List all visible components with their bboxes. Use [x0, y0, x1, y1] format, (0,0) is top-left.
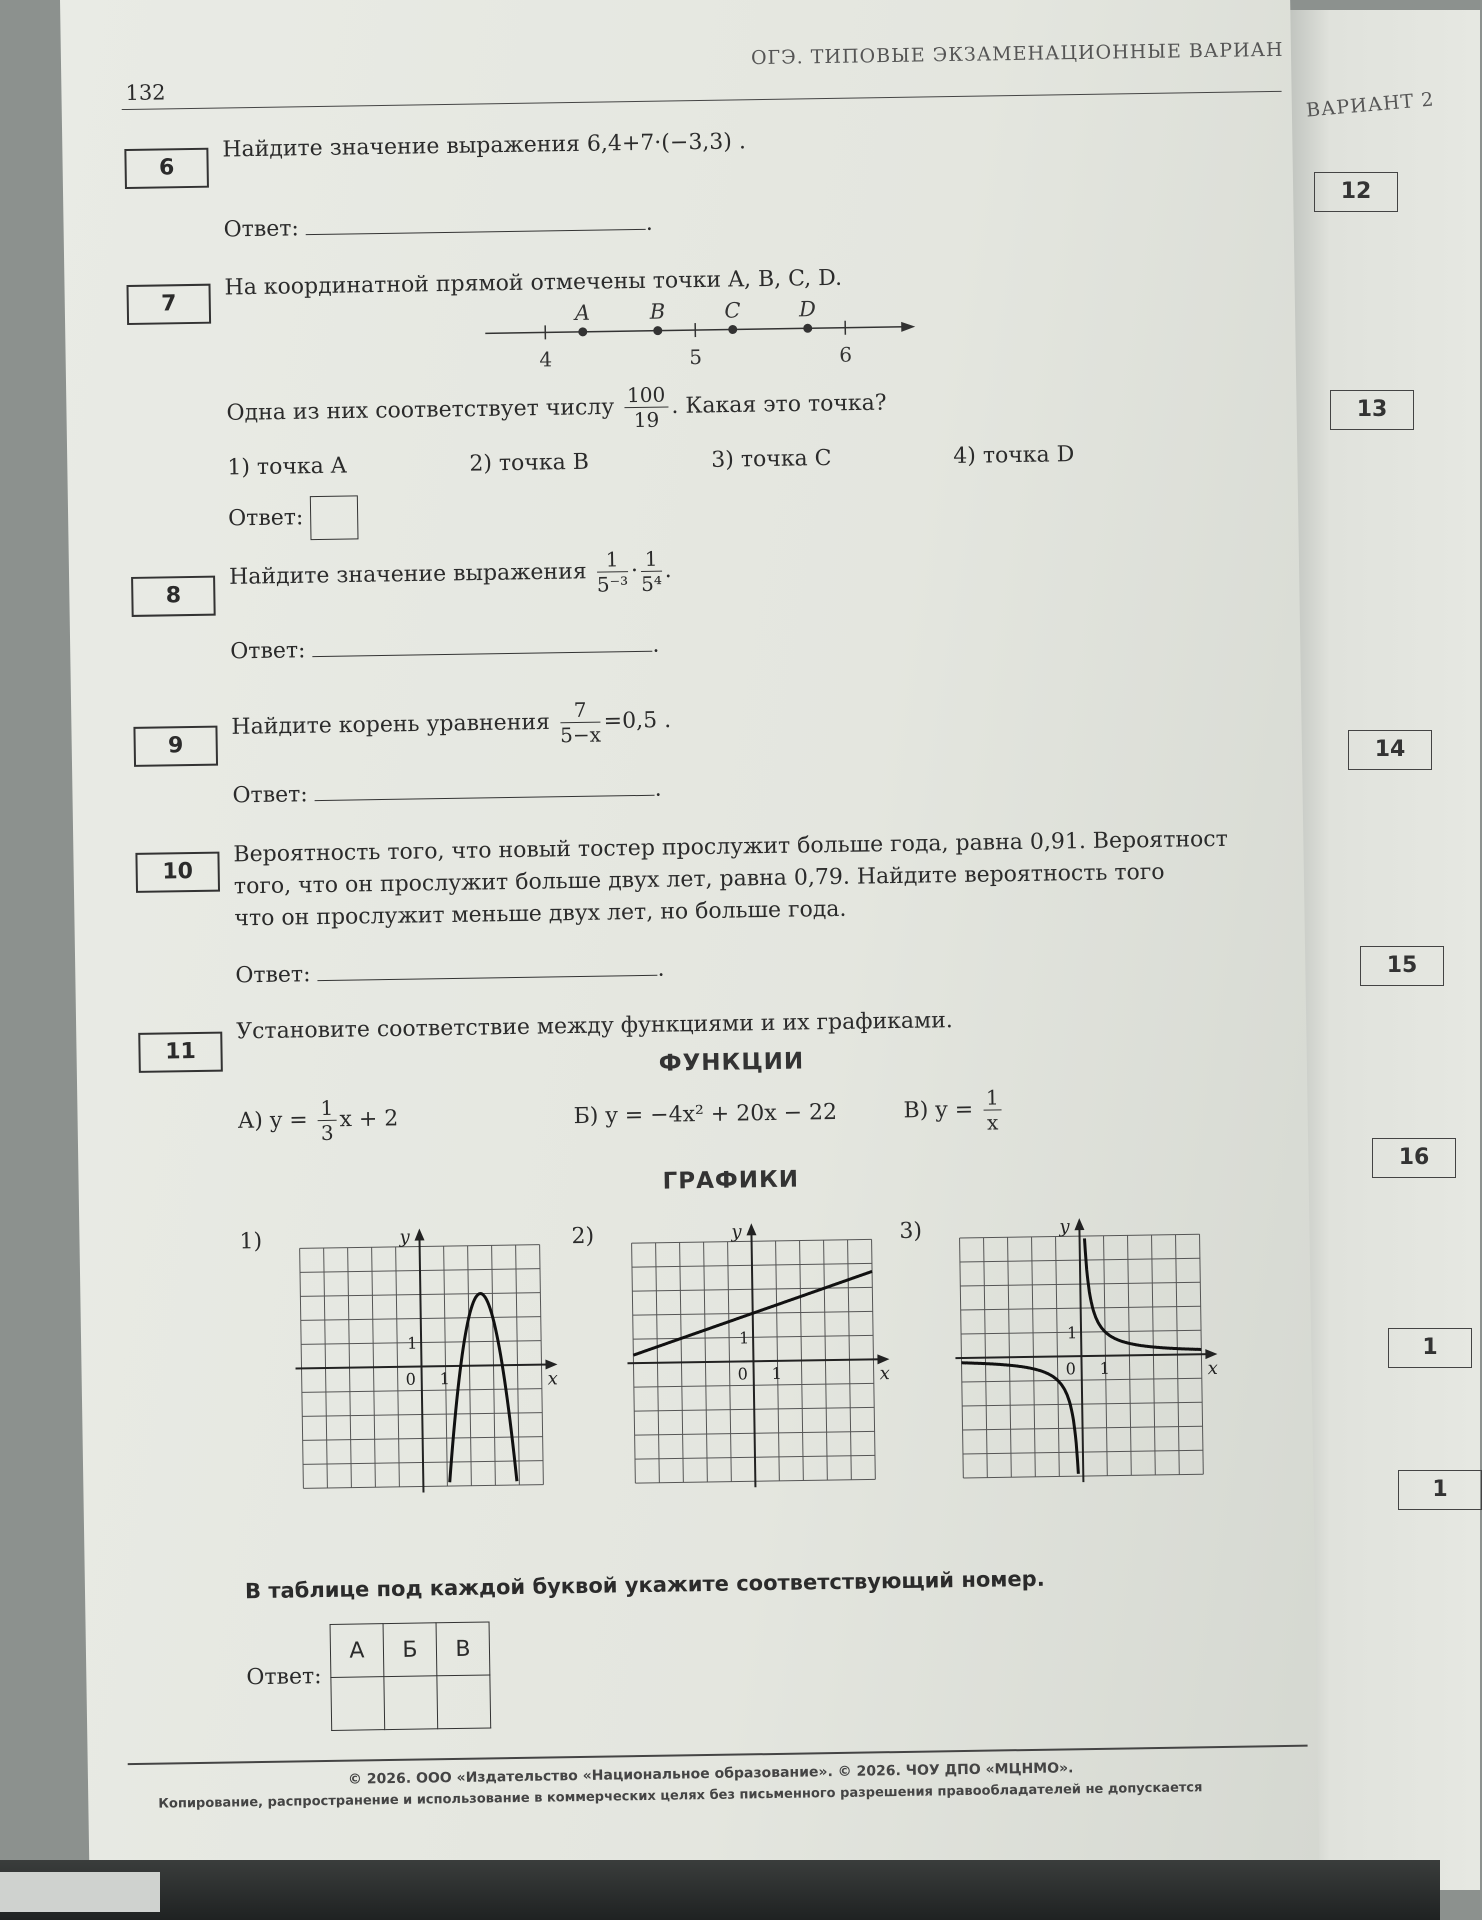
answer-cell-v[interactable]	[437, 1675, 491, 1729]
fraction-numerator: 1	[317, 1096, 336, 1121]
answer-label: Ответ:	[230, 638, 306, 665]
answer-label: Ответ:	[235, 962, 311, 989]
fraction-denominator: 5⁻³	[596, 572, 629, 597]
function-v-label: В)	[903, 1097, 929, 1124]
question-number-8: 8	[131, 576, 216, 617]
option-3[interactable]: 3) точка C	[711, 445, 832, 473]
fraction-numerator: 7	[560, 698, 601, 724]
function-b: Б) y = −4x² + 20x − 22	[573, 1099, 838, 1130]
number-line-tick-label: 4	[539, 347, 553, 372]
fraction-denominator: 5−x	[559, 722, 602, 748]
number-line-point	[803, 324, 812, 333]
question-number-9: 9	[133, 726, 218, 767]
y-axis-label: y	[731, 1221, 742, 1243]
number-line-point	[578, 327, 587, 336]
question-7-text2	[226, 379, 887, 438]
y-unit-label: 1	[738, 1328, 750, 1348]
question-11-answer-label: Ответ:	[246, 1664, 322, 1691]
fraction-2	[641, 547, 663, 596]
function-a-label: А)	[237, 1108, 264, 1134]
y-axis-arrow	[414, 1228, 424, 1240]
fraction-1-x	[983, 1085, 1003, 1134]
question-7-question: . Какая это точка?	[671, 390, 887, 419]
graph-1	[269, 1214, 574, 1539]
fraction-denominator: x	[986, 1110, 999, 1135]
answer-period: .	[654, 776, 662, 802]
number-line-point-label: B	[649, 299, 666, 324]
answer-label: Ответ:	[232, 782, 308, 809]
graph-2-label: 2)	[571, 1223, 595, 1250]
graph-2	[601, 1209, 906, 1534]
answer-line[interactable]	[317, 955, 657, 981]
origin-label: 0	[737, 1364, 749, 1384]
functions-title: ФУНКЦИИ	[658, 1048, 805, 1077]
function-a-rhs: x + 2	[339, 1106, 399, 1133]
y-unit-label: 1	[406, 1333, 418, 1353]
function-curve	[447, 1293, 517, 1482]
question-9-text	[231, 696, 671, 752]
multiply-dot: ·	[630, 558, 639, 584]
facing-question-box: 14	[1348, 730, 1432, 770]
answer-label: Ответ:	[223, 216, 300, 243]
question-9-prompt: Найдите корень уравнения	[231, 709, 551, 740]
table-header-a: А	[330, 1624, 384, 1678]
y-axis-label: y	[1059, 1216, 1070, 1238]
x-unit-label: 1	[771, 1363, 782, 1383]
fraction-denominator: 19	[633, 407, 660, 433]
question-10-text	[233, 824, 1229, 936]
number-line-arrow	[901, 322, 915, 332]
option-4[interactable]: 4) точка D	[953, 442, 1075, 470]
footer-copyright: © 2026. ООО «Издательство «Национальное образование». © 2026. ЧОУ ДПО «МЦНМО».	[347, 1760, 1074, 1788]
question-number-10: 10	[135, 852, 220, 893]
question-6-answer	[223, 209, 653, 243]
page-number: 132	[125, 80, 166, 105]
question-10-line: того, что он прослужит больше двух лет, равна 0,79. Найдите вероятность того	[233, 859, 1165, 900]
graph-1-label: 1)	[239, 1228, 263, 1255]
footer-rule	[128, 1745, 1308, 1766]
question-8-prompt: Найдите значение выражения	[228, 559, 587, 590]
graph-3-label: 3)	[899, 1218, 923, 1244]
question-number-11: 11	[138, 1032, 223, 1073]
x-unit-label: 1	[439, 1369, 451, 1389]
function-a	[237, 1095, 398, 1147]
question-9-answer	[232, 775, 662, 809]
question-8-text	[229, 546, 672, 602]
question-number-6: 6	[124, 148, 209, 189]
x-axis-label: x	[1207, 1357, 1218, 1380]
exam-page	[60, 0, 1319, 1880]
origin-label: 0	[1065, 1359, 1076, 1379]
question-7-answer	[228, 495, 359, 541]
answer-label: Ответ:	[227, 505, 304, 532]
number-line-tick-label: 5	[689, 344, 703, 370]
footer-notice: Копирование, распространение и использование в коммерческих целях без письменного разрешения правообладателей не допускается	[158, 1780, 1203, 1812]
fraction-denominator: 5⁴	[640, 571, 663, 596]
fraction-denominator: 3	[320, 1120, 334, 1146]
fraction-numerator: 100	[624, 382, 669, 408]
running-header: ОГЭ. ТИПОВЫЕ ЭКЗАМЕНАЦИОННЫЕ ВАРИАН	[750, 38, 1284, 70]
number-line-tick-label: 6	[839, 342, 853, 367]
function-v	[903, 1085, 1005, 1136]
question-number-7: 7	[126, 284, 211, 325]
answer-period: .	[652, 632, 660, 658]
question-11-text: Установите соответствие между функциями и их графиками.	[236, 1008, 953, 1045]
facing-question-box: 15	[1360, 946, 1444, 986]
option-2[interactable]: 2) точка B	[469, 449, 590, 477]
y-axis-label: y	[399, 1226, 410, 1248]
table-instruction: В таблице под каждой буквой укажите соответствующий номер.	[244, 1566, 1045, 1604]
fraction-1-3	[317, 1096, 337, 1145]
facing-question-box: 13	[1330, 390, 1414, 430]
function-curve	[1084, 1237, 1201, 1352]
answer-line[interactable]	[306, 209, 646, 235]
y-axis-arrow	[746, 1223, 756, 1235]
answer-box[interactable]	[310, 495, 359, 540]
facing-page-header: ВАРИАНТ 2	[1305, 88, 1436, 122]
function-curve	[962, 1361, 1079, 1476]
facing-question-box: 1	[1388, 1328, 1472, 1368]
x-axis-label: x	[547, 1368, 559, 1390]
answer-line[interactable]	[314, 775, 654, 801]
question-8-answer	[230, 631, 660, 665]
question-7-text: На координатной прямой отмечены точки A, B, C, D.	[224, 265, 843, 301]
option-1[interactable]: 1) точка A	[227, 453, 347, 481]
table-header-b: Б	[383, 1623, 437, 1677]
facing-question-box: 1	[1398, 1470, 1482, 1510]
number-line-point-label: C	[724, 298, 741, 323]
answer-cell-b[interactable]	[384, 1676, 438, 1730]
fraction-numerator: 1	[596, 547, 628, 572]
fraction-100-19	[624, 382, 669, 432]
function-a-lhs: y =	[269, 1107, 308, 1134]
number-line	[465, 286, 926, 373]
y-unit-label: 1	[1066, 1323, 1078, 1343]
graph-3	[929, 1204, 1234, 1529]
answer-cell-a[interactable]	[331, 1677, 385, 1731]
end-period: .	[664, 557, 672, 584]
facing-question-box: 16	[1372, 1138, 1456, 1178]
graphs-title: ГРАФИКИ	[662, 1166, 800, 1195]
header-rule	[122, 91, 1282, 110]
fraction-numerator: 1	[983, 1085, 1002, 1110]
y-axis-arrow	[1074, 1218, 1084, 1230]
fraction-1	[596, 547, 628, 596]
function-v-lhs: y =	[935, 1097, 974, 1123]
question-10-answer	[235, 955, 665, 989]
fraction-numerator: 1	[641, 547, 662, 572]
question-10-line: что он прослужит меньше двух лет, но больше года.	[234, 896, 847, 932]
answer-table	[330, 1621, 492, 1731]
pen-object	[0, 1860, 1440, 1920]
origin-label: 0	[405, 1369, 417, 1389]
number-line-point-label: A	[574, 300, 591, 325]
answer-line[interactable]	[312, 631, 652, 657]
paper-corner	[0, 1872, 160, 1912]
answer-period: .	[645, 210, 653, 236]
number-line-point	[653, 326, 662, 335]
table-header-v: В	[436, 1622, 490, 1676]
question-10-line: Вероятность того, что новый тостер прослужит больше года, равна 0,91. Вероятност	[233, 826, 1228, 868]
x-unit-label: 1	[1099, 1358, 1110, 1378]
fraction-7	[560, 698, 602, 748]
question-6-text: Найдите значение выражения 6,4+7·(−3,3) .	[222, 129, 747, 163]
equation-end: =0,5 .	[603, 707, 672, 735]
facing-question-box: 12	[1314, 172, 1398, 212]
answer-period: .	[657, 956, 665, 982]
question-7-prompt: Одна из них соответствует числу	[226, 394, 615, 426]
x-axis-label: x	[879, 1363, 890, 1385]
number-line-point	[728, 325, 737, 334]
number-line-point-label: D	[798, 297, 817, 322]
